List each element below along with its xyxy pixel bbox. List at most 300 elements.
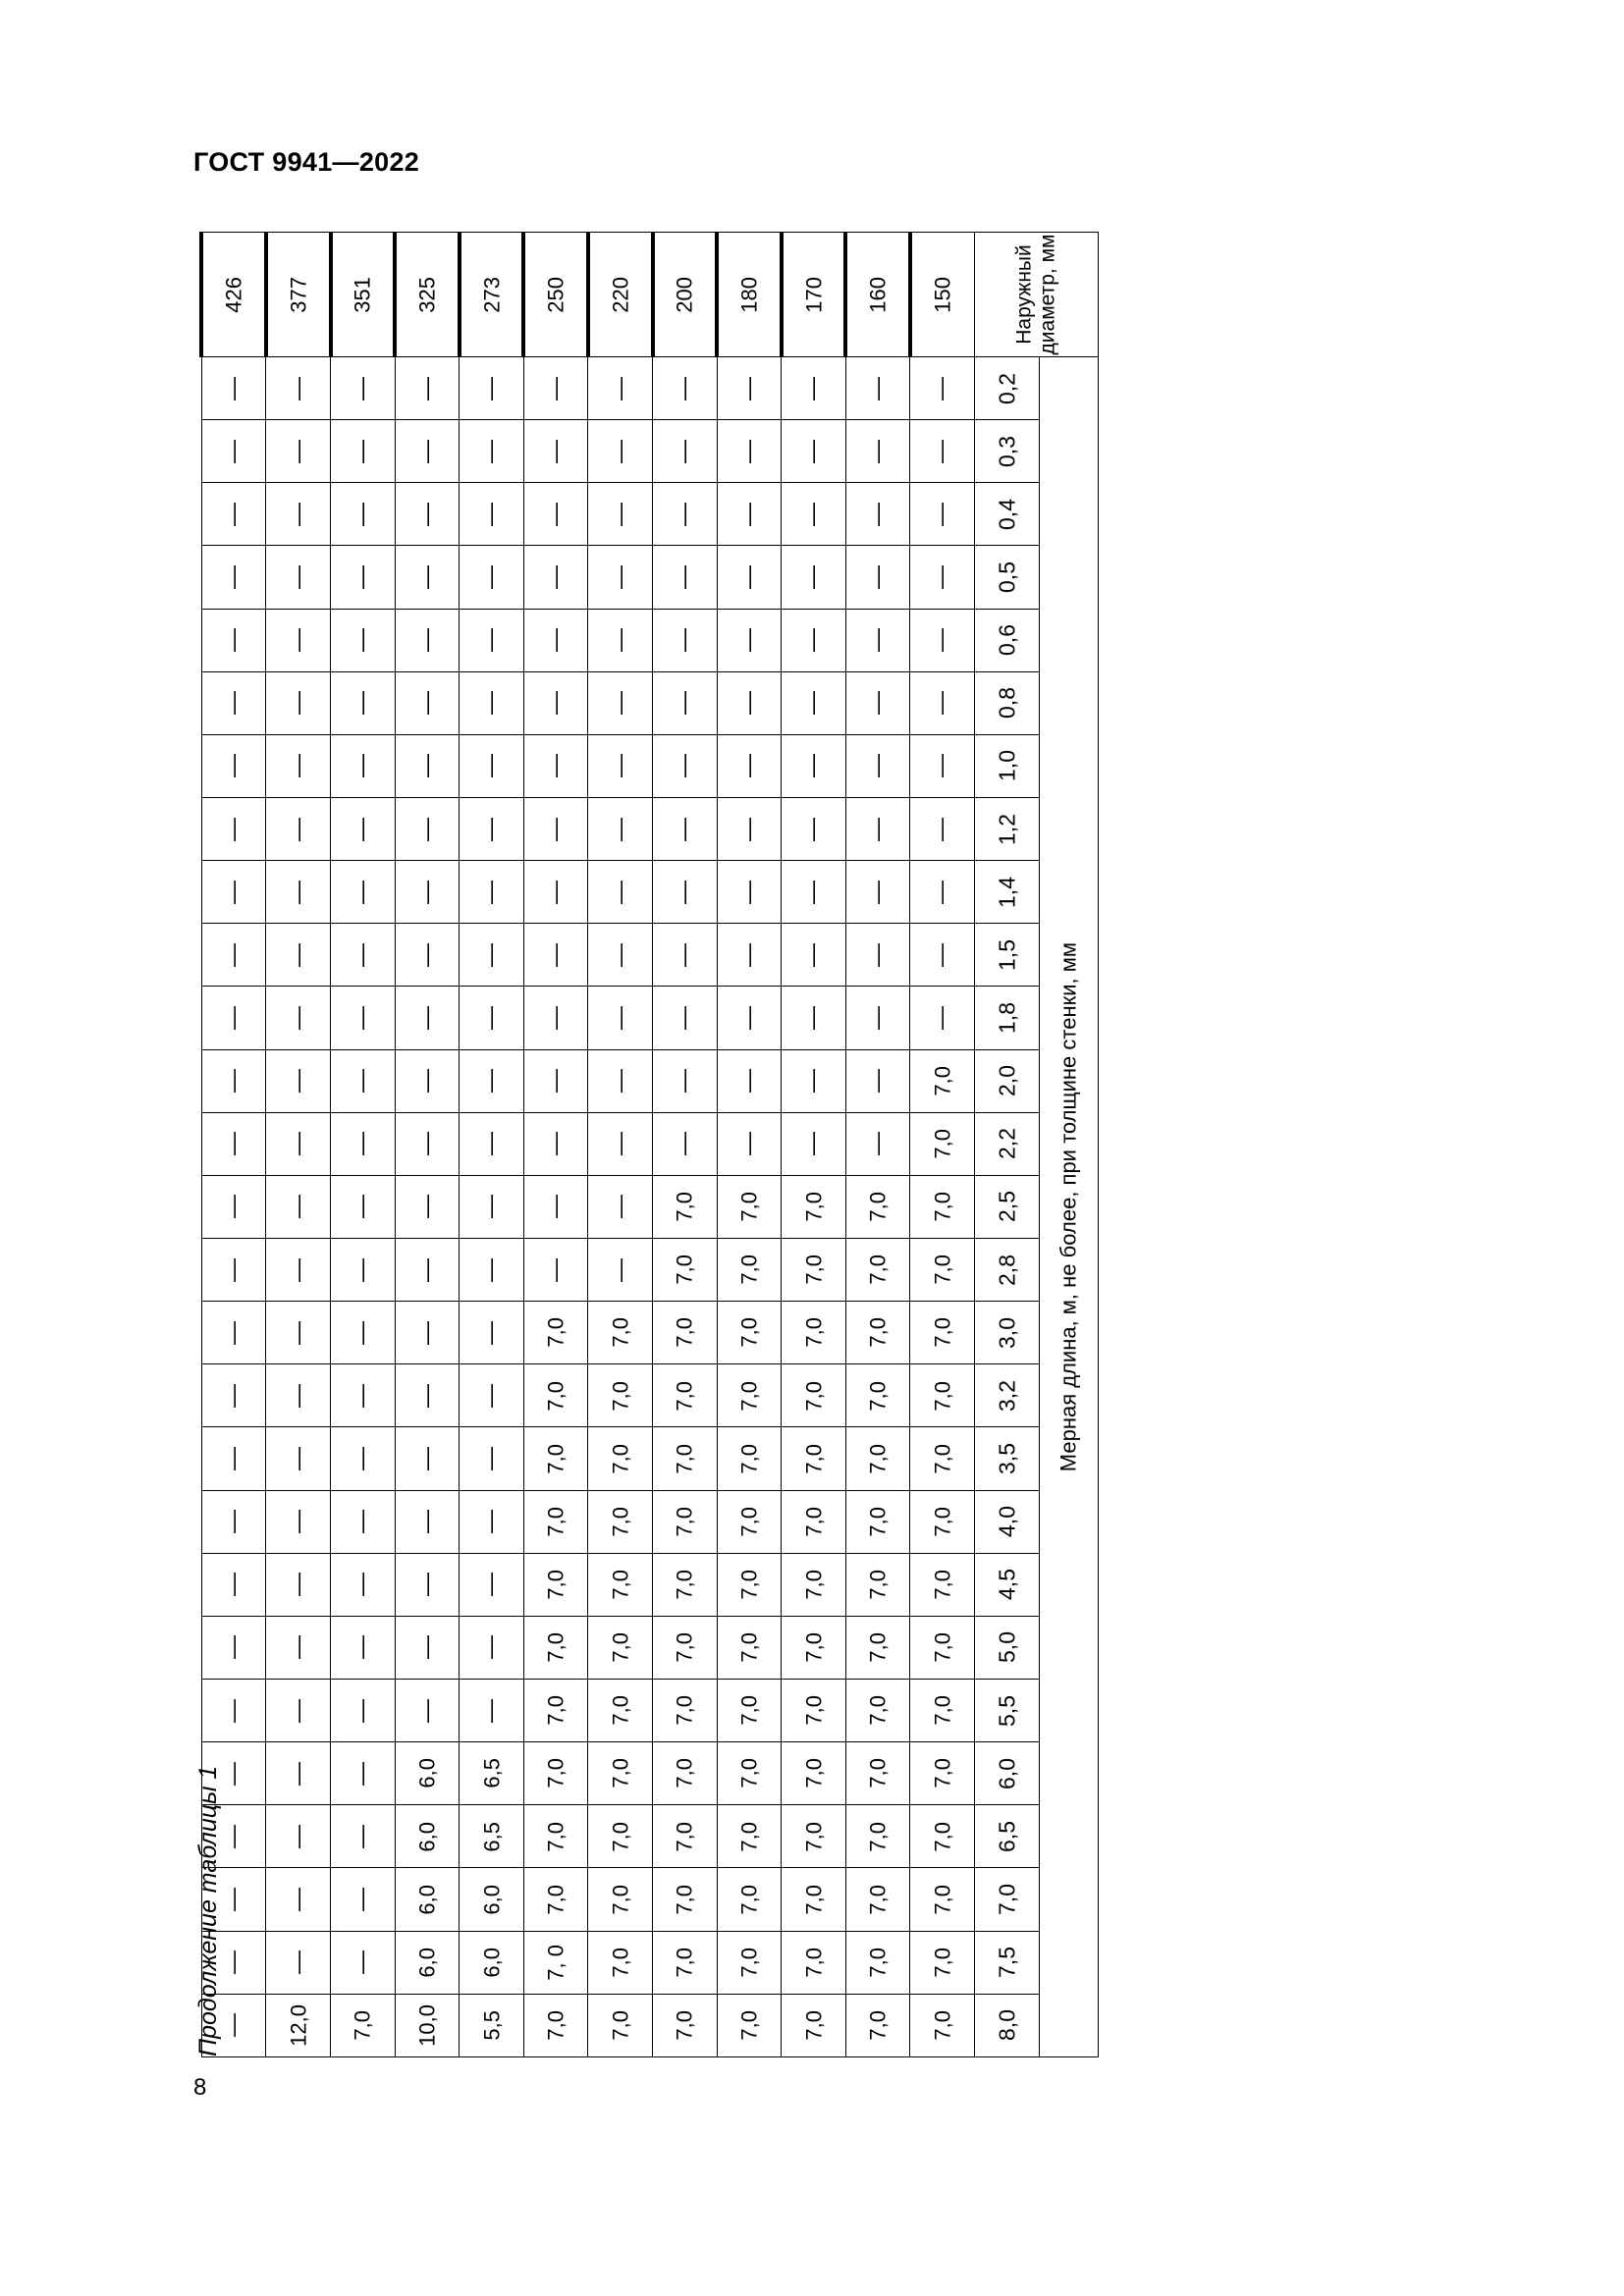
length-cell — [717, 1931, 782, 1994]
diameter-value: 325 — [414, 276, 440, 313]
length-value: — — [606, 754, 633, 778]
thickness-label: 1,2 — [994, 813, 1020, 845]
length-cell — [588, 671, 653, 734]
length-cell — [266, 1364, 331, 1427]
length-cell — [201, 483, 266, 546]
length-value: — — [477, 754, 505, 778]
thickness-header — [975, 1112, 1040, 1175]
length-cell — [266, 1302, 331, 1364]
length-value: 7,0 — [543, 1317, 568, 1348]
thickness-header — [975, 546, 1040, 609]
length-cell — [910, 1931, 975, 1994]
length-cell — [782, 483, 846, 546]
thickness-label: 8,0 — [994, 2009, 1020, 2042]
length-cell — [395, 1049, 460, 1112]
length-value: 7,0 — [736, 1443, 762, 1474]
length-cell — [910, 609, 975, 671]
thickness-header — [975, 1302, 1040, 1364]
length-value: 7,0 — [543, 1569, 568, 1600]
length-value: 7,0 — [865, 1821, 891, 1852]
length-cell — [845, 924, 910, 987]
length-value: — — [606, 817, 633, 841]
length-value: — — [477, 1195, 505, 1219]
diameter-cell — [201, 233, 266, 357]
length-cell — [845, 357, 910, 420]
length-value: 7,0 — [801, 1821, 827, 1852]
length-cell — [717, 1616, 782, 1679]
length-value: — — [413, 817, 441, 841]
thickness-header — [975, 1175, 1040, 1238]
length-cell — [523, 1805, 588, 1868]
length-cell — [717, 546, 782, 609]
length-value: 7,0 — [673, 1821, 698, 1852]
diameter-value: 351 — [351, 276, 376, 313]
length-cell — [782, 420, 846, 483]
length-value: — — [284, 942, 311, 967]
length-cell — [460, 1616, 524, 1679]
length-value: — — [220, 1573, 247, 1597]
length-value: — — [413, 1069, 441, 1094]
length-value: 7,0 — [736, 1821, 762, 1852]
length-cell — [717, 671, 782, 734]
length-cell — [653, 1049, 718, 1112]
length-cell — [395, 546, 460, 609]
length-cell — [460, 1994, 524, 2056]
length-cell — [331, 1616, 396, 1679]
length-cell — [395, 1679, 460, 1741]
length-cell — [588, 546, 653, 609]
length-value: — — [864, 817, 892, 841]
length-cell — [845, 1868, 910, 1931]
length-cell — [588, 609, 653, 671]
length-cell — [845, 861, 910, 924]
length-value: — — [671, 691, 698, 716]
length-value: — — [413, 880, 441, 904]
length-value: 6,0 — [414, 1758, 440, 1789]
length-value: 7,0 — [930, 1821, 955, 1852]
length-cell — [201, 1302, 266, 1364]
diameter-cell — [910, 233, 975, 357]
length-cell — [588, 861, 653, 924]
length-value: 7,0 — [608, 1380, 633, 1412]
length-value: 7,0 — [930, 2010, 955, 2041]
length-value: — — [220, 942, 247, 967]
length-value: — — [864, 502, 892, 526]
length-cell — [845, 734, 910, 797]
length-value: — — [349, 1698, 376, 1723]
length-value: 7,0 — [930, 1884, 955, 1915]
length-cell — [845, 1805, 910, 1868]
length-value: 6,0 — [414, 1884, 440, 1915]
length-cell — [395, 987, 460, 1049]
length-value: — — [799, 880, 827, 904]
length-cell — [266, 1427, 331, 1490]
length-value: — — [542, 564, 569, 589]
length-value: — — [220, 439, 247, 463]
length-value: — — [477, 691, 505, 716]
thickness-header — [975, 987, 1040, 1049]
length-value: — — [928, 376, 955, 400]
length-value: 7,0 — [865, 1317, 891, 1348]
length-cell — [395, 1868, 460, 1931]
thickness-label: 6,0 — [994, 1757, 1020, 1789]
length-value: — — [284, 880, 311, 904]
length-value: — — [542, 691, 569, 716]
length-cell — [523, 1742, 588, 1805]
length-value: 7,0 — [543, 1695, 568, 1726]
length-value: 7,0 — [608, 1758, 633, 1789]
diameter-cell — [717, 233, 782, 357]
length-value: — — [864, 628, 892, 653]
length-value: 6,5 — [479, 1758, 505, 1789]
length-cell — [266, 1994, 331, 2056]
diameter-value: 426 — [221, 276, 246, 313]
length-cell — [782, 609, 846, 671]
length-cell — [201, 546, 266, 609]
length-value: 7,0 — [865, 1443, 891, 1474]
length-cell — [782, 924, 846, 987]
length-value: — — [864, 1132, 892, 1156]
length-value: — — [349, 1446, 376, 1470]
length-value: — — [284, 1950, 311, 1975]
length-value: — — [477, 1132, 505, 1156]
length-cell — [395, 924, 460, 987]
length-value: — — [284, 691, 311, 716]
length-value: 7,0 — [543, 1380, 568, 1412]
length-cell — [845, 1364, 910, 1427]
length-value: — — [413, 1383, 441, 1408]
diameter-value: 170 — [801, 276, 827, 313]
length-cell — [717, 1302, 782, 1364]
length-cell — [588, 1805, 653, 1868]
length-cell — [266, 1805, 331, 1868]
length-cell — [845, 1112, 910, 1175]
length-value: — — [220, 376, 247, 400]
length-value: — — [735, 439, 763, 463]
diameter-value: 150 — [931, 276, 956, 313]
length-cell — [653, 609, 718, 671]
length-cell — [782, 1175, 846, 1238]
length-value: 7,0 — [865, 2010, 891, 2041]
length-cell — [460, 1679, 524, 1741]
length-value: — — [735, 376, 763, 400]
length-cell — [201, 797, 266, 860]
length-value: 7,0 — [930, 1506, 955, 1537]
length-value: 7,0 — [801, 2010, 827, 2041]
length-value: — — [799, 1069, 827, 1094]
length-value: 7,0 — [930, 1192, 955, 1222]
thickness-header-row — [975, 233, 1040, 2057]
length-cell — [782, 1112, 846, 1175]
length-cell — [782, 861, 846, 924]
length-cell — [331, 420, 396, 483]
length-value: — — [284, 754, 311, 778]
thickness-header — [975, 797, 1040, 860]
length-value: — — [413, 439, 441, 463]
length-value: — — [220, 1069, 247, 1094]
length-cell — [845, 1931, 910, 1994]
length-value: — — [220, 1510, 247, 1534]
length-cell — [588, 797, 653, 860]
diameter-value: 250 — [543, 276, 568, 313]
diameter-value: 200 — [673, 276, 698, 313]
length-value: — — [542, 628, 569, 653]
table-row — [910, 233, 975, 2057]
length-value: — — [220, 502, 247, 526]
length-value: — — [735, 880, 763, 904]
length-cell — [331, 987, 396, 1049]
length-value: 7,0 — [930, 1255, 955, 1285]
length-cell — [523, 420, 588, 483]
length-value: — — [413, 691, 441, 716]
length-cell — [201, 357, 266, 420]
length-value: — — [284, 1510, 311, 1534]
length-value: — — [799, 817, 827, 841]
length-cell — [266, 420, 331, 483]
length-cell — [331, 1302, 396, 1364]
length-cell — [910, 797, 975, 860]
length-value: — — [220, 1950, 247, 1975]
length-value: — — [735, 817, 763, 841]
length-value: 7,0 — [673, 1569, 698, 1600]
length-cell — [588, 1868, 653, 1931]
length-cell — [717, 861, 782, 924]
length-value: — — [606, 1069, 633, 1094]
length-cell — [910, 734, 975, 797]
length-value: — — [864, 880, 892, 904]
length-cell — [331, 546, 396, 609]
length-cell — [201, 1049, 266, 1112]
length-cell — [331, 1994, 396, 2056]
diameter-cell — [266, 233, 331, 357]
length-cell — [845, 671, 910, 734]
length-value: 7,0 — [673, 1884, 698, 1915]
length-value: — — [220, 1195, 247, 1219]
length-value: 7,0 — [608, 1569, 633, 1600]
length-value: 7,0 — [930, 1569, 955, 1600]
thickness-label: 7,0 — [994, 1883, 1020, 1915]
length-cell — [910, 987, 975, 1049]
length-value: 7,0 — [865, 1695, 891, 1726]
length-value: — — [864, 1069, 892, 1094]
length-cell — [717, 924, 782, 987]
length-cell — [717, 1427, 782, 1490]
length-value: — — [735, 691, 763, 716]
length-cell — [266, 1175, 331, 1238]
length-value: — — [671, 1005, 698, 1030]
length-value: 7,0 — [801, 1255, 827, 1285]
length-value: 7,0 — [673, 1632, 698, 1663]
length-value: — — [477, 817, 505, 841]
length-cell — [460, 1112, 524, 1175]
length-cell — [782, 1049, 846, 1112]
length-cell — [523, 483, 588, 546]
length-value: — — [349, 1824, 376, 1848]
length-cell — [910, 1994, 975, 2056]
length-cell — [845, 420, 910, 483]
length-cell — [266, 1742, 331, 1805]
length-cell — [331, 1364, 396, 1427]
length-cell — [523, 1490, 588, 1553]
length-cell — [910, 1742, 975, 1805]
length-value: — — [928, 502, 955, 526]
length-cell — [910, 1490, 975, 1553]
length-value: — — [606, 1257, 633, 1282]
length-value: — — [349, 1257, 376, 1282]
length-cell — [460, 734, 524, 797]
length-cell — [266, 1049, 331, 1112]
length-value: — — [220, 1005, 247, 1030]
length-cell — [460, 1302, 524, 1364]
length-value: — — [671, 439, 698, 463]
length-value: — — [284, 1383, 311, 1408]
length-cell — [201, 1805, 266, 1868]
length-cell — [395, 1302, 460, 1364]
length-cell — [523, 987, 588, 1049]
length-value: — — [413, 1635, 441, 1660]
length-cell — [845, 987, 910, 1049]
length-cell — [588, 1490, 653, 1553]
length-cell — [523, 1302, 588, 1364]
length-cell — [460, 1742, 524, 1805]
length-value: 7,0 — [736, 1758, 762, 1789]
length-cell — [395, 1742, 460, 1805]
diameter-cell — [331, 233, 396, 357]
length-cell — [395, 483, 460, 546]
length-value: — — [413, 1320, 441, 1345]
length-cell — [845, 1302, 910, 1364]
table-row — [588, 233, 653, 2057]
length-cell — [845, 1175, 910, 1238]
length-cell — [523, 1112, 588, 1175]
length-value: — — [606, 1195, 633, 1219]
thickness-header — [975, 1553, 1040, 1616]
length-value: — — [220, 1761, 247, 1786]
length-value: 7,0 — [865, 1758, 891, 1789]
length-value: — — [349, 1383, 376, 1408]
length-value: — — [220, 1320, 247, 1345]
thickness-header — [975, 1490, 1040, 1553]
length-cell — [523, 1175, 588, 1238]
length-cell — [782, 797, 846, 860]
length-cell — [395, 1931, 460, 1994]
length-cell — [653, 1175, 718, 1238]
length-cell — [588, 1616, 653, 1679]
length-value: 7,0 — [930, 1947, 955, 1978]
length-cell — [201, 924, 266, 987]
length-value: — — [477, 1257, 505, 1282]
table-row — [653, 233, 718, 2057]
thickness-header — [975, 1931, 1040, 1994]
length-cell — [523, 357, 588, 420]
thickness-header — [975, 1742, 1040, 1805]
thickness-header — [975, 357, 1040, 420]
length-cell — [717, 797, 782, 860]
length-cell — [395, 1427, 460, 1490]
length-cell — [588, 924, 653, 987]
length-value: 7,0 — [801, 1380, 827, 1412]
thickness-header — [975, 1679, 1040, 1741]
length-value: 7,0 — [543, 1506, 568, 1537]
length-value: 7,0 — [736, 1380, 762, 1412]
length-cell — [588, 1553, 653, 1616]
thickness-header — [975, 420, 1040, 483]
length-value: — — [220, 1635, 247, 1660]
length-cell — [460, 1553, 524, 1616]
length-cell — [201, 861, 266, 924]
length-value: — — [606, 376, 633, 400]
length-value: — — [284, 1446, 311, 1470]
length-cell — [910, 1112, 975, 1175]
length-cell — [653, 734, 718, 797]
length-cell — [588, 357, 653, 420]
length-cell — [331, 1742, 396, 1805]
length-value: — — [542, 880, 569, 904]
length-cell — [201, 1427, 266, 1490]
length-cell — [717, 1364, 782, 1427]
length-cell — [782, 1931, 846, 1994]
length-cell — [782, 734, 846, 797]
length-cell — [523, 734, 588, 797]
length-value: — — [349, 439, 376, 463]
length-value: — — [735, 754, 763, 778]
length-cell — [523, 671, 588, 734]
diameter-cell — [523, 233, 588, 357]
length-value: — — [606, 691, 633, 716]
thickness-header — [975, 1994, 1040, 2056]
length-cell — [910, 1049, 975, 1112]
length-value: — — [413, 1257, 441, 1282]
diameter-header-cell — [975, 233, 1099, 357]
length-cell — [523, 797, 588, 860]
length-value: 7,0 — [543, 1443, 568, 1474]
length-cell — [523, 1049, 588, 1112]
length-cell — [653, 671, 718, 734]
length-value: — — [284, 1132, 311, 1156]
length-value: 7,0 — [608, 1632, 633, 1663]
length-cell — [331, 1553, 396, 1616]
length-cell — [910, 546, 975, 609]
length-cell — [523, 1553, 588, 1616]
thickness-header — [975, 609, 1040, 671]
length-value: — — [220, 564, 247, 589]
length-value: 7,0 — [608, 2010, 633, 2041]
length-cell — [782, 1616, 846, 1679]
length-value: 7,0 — [930, 1065, 955, 1096]
length-cell — [717, 1679, 782, 1741]
table-row — [395, 233, 460, 2057]
thickness-label: 1,5 — [994, 938, 1020, 971]
diameter-value: 220 — [608, 276, 633, 313]
length-value: — — [349, 1005, 376, 1030]
length-cell — [331, 1679, 396, 1741]
thickness-header — [975, 1427, 1040, 1490]
length-cell — [201, 1994, 266, 2056]
length-value: 7,0 — [801, 1569, 827, 1600]
length-value: 7,0 — [801, 1758, 827, 1789]
length-cell — [653, 861, 718, 924]
length-value: — — [542, 942, 569, 967]
length-value: — — [284, 1573, 311, 1597]
length-value: — — [928, 691, 955, 716]
length-value: — — [220, 691, 247, 716]
length-value: — — [477, 1069, 505, 1094]
length-value: — — [928, 942, 955, 967]
length-value: — — [284, 628, 311, 653]
length-cell — [717, 1994, 782, 2056]
length-value: — — [349, 628, 376, 653]
length-cell — [717, 734, 782, 797]
